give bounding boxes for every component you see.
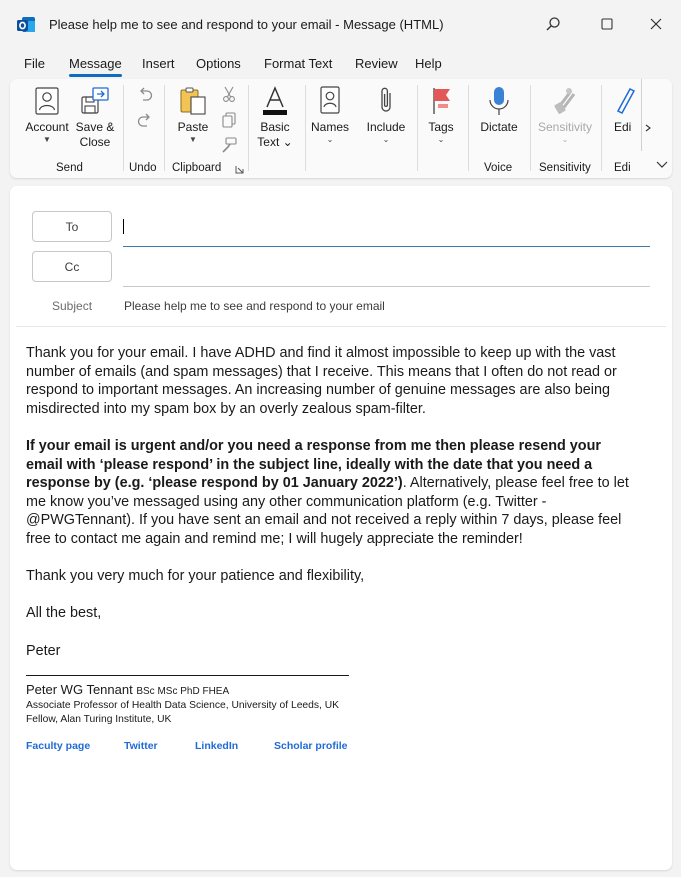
tab-insert[interactable]: Insert [142, 56, 175, 71]
group-label-send: Send [56, 162, 83, 174]
paste-label: Paste [177, 120, 209, 134]
group-divider [305, 85, 306, 171]
signature-name: Peter WG Tennant [26, 682, 133, 697]
chevron-down-icon: ▼ [43, 135, 51, 144]
group-label-editor: Edi [614, 162, 631, 174]
basic-text-label-1: Basic [260, 120, 290, 134]
include-label: Include [366, 120, 406, 134]
body-paragraph-2-bold: If your email is urgent and/or you need a response from me then please resend your email with ‘please respond’ in the subject line, ideally with the date that you need a response by (e.g. ‘please respond by 01 January 2022’) [26, 437, 601, 492]
header-divider [16, 326, 666, 327]
format-painter-icon [220, 136, 238, 154]
cc-field-underline [123, 286, 650, 287]
close-button[interactable] [644, 12, 668, 36]
account-button[interactable] [22, 85, 72, 145]
cc-field[interactable] [123, 251, 650, 285]
editor-label: Edi [614, 120, 632, 134]
save-close-icon [79, 85, 111, 117]
copy-button[interactable] [218, 111, 240, 132]
font-color-icon [259, 85, 291, 117]
microphone-icon [484, 85, 514, 117]
format-painter-button[interactable] [218, 136, 240, 157]
body-paragraph-1: Thank you for your email. I have ADHD and find it almost impossible to keep up with the vast number of emails (and spam messages) that I receive. This means that I often do not read or respond to important messages. An increasing number of genuine messages are also being misdirected into my spam box by an overly zealous spam-filter. [26, 345, 617, 417]
to-field-underline [123, 246, 650, 247]
to-field[interactable] [123, 211, 650, 245]
redo-button[interactable] [134, 111, 156, 132]
body-paragraph-2-rest: . Alternatively, please feel free to let me know you’ve messaged using any other communication platform (e.g. Twitter - @PWGTennant). If you have sent an email and not received a reply within 7 days, please feel free to contact me again and remind me; I will hugely appreciate the reminder! [26, 475, 629, 547]
dialog-launcher-icon[interactable] [235, 165, 244, 174]
group-label-clipboard: Clipboard [172, 162, 222, 174]
tab-options[interactable]: Options [196, 56, 241, 71]
search-button[interactable] [541, 12, 565, 36]
message-body[interactable] [26, 344, 638, 679]
group-divider [248, 85, 249, 171]
editor-icon [612, 85, 640, 117]
tab-help[interactable]: Help [415, 56, 442, 71]
cc-button[interactable]: Cc [32, 251, 112, 282]
link-faculty-page[interactable]: Faculty page [26, 740, 91, 752]
title-bar [0, 0, 681, 50]
signature-divider [26, 675, 349, 676]
subject-field[interactable]: Please help me to see and respond to your email [124, 299, 385, 313]
dictate-label: Dictate [480, 120, 518, 134]
editor-button[interactable] [610, 85, 640, 135]
ribbon [10, 79, 672, 178]
group-label-sensitivity: Sensitivity [539, 162, 591, 174]
body-paragraph-5: Peter [26, 642, 61, 659]
group-label-voice: Voice [484, 162, 513, 174]
sensitivity-button[interactable] [534, 85, 596, 145]
link-scholar-profile[interactable]: Scholar profile [274, 740, 348, 752]
undo-button[interactable] [134, 85, 156, 106]
copy-icon [221, 111, 237, 129]
compose-pane [10, 186, 672, 870]
account-icon [32, 85, 62, 117]
maximize-button[interactable] [595, 12, 619, 36]
group-divider [468, 85, 469, 171]
redo-icon [136, 111, 154, 129]
paste-button[interactable] [174, 85, 212, 145]
undo-icon [136, 85, 154, 103]
chevron-down-icon: ⌄ [561, 135, 569, 144]
outlook-app-icon [16, 15, 36, 35]
chevron-down-icon: ⌄ [382, 135, 390, 144]
group-divider [601, 85, 602, 171]
account-label: Account [25, 120, 69, 134]
chevron-down-icon [656, 160, 668, 170]
signature-name-line [26, 682, 229, 697]
link-twitter[interactable]: Twitter [124, 740, 158, 752]
ribbon-expand-button[interactable] [656, 157, 668, 175]
window-title: Please help me to see and respond to your email - Message (HTML) [49, 17, 444, 32]
search-icon [545, 16, 561, 32]
chevron-down-icon: ▼ [189, 135, 197, 144]
sensitivity-icon [550, 85, 580, 117]
body-paragraph-3: Thank you very much for your patience and flexibility, [26, 568, 365, 585]
group-divider [417, 85, 418, 171]
chevron-down-icon: ⌄ [326, 135, 334, 144]
basic-text-label-2: Text ⌄ [257, 135, 293, 149]
tags-button[interactable] [423, 85, 459, 145]
sensitivity-label: Sensitivity [537, 120, 593, 134]
tags-label: Tags [428, 120, 454, 134]
tab-message[interactable]: Message [69, 56, 122, 71]
save-close-button[interactable] [74, 85, 116, 150]
ribbon-scroll-button[interactable] [641, 79, 653, 151]
scissors-icon [221, 85, 237, 103]
signature-qualifications: BSc MSc PhD FHEA [136, 686, 230, 697]
cut-button[interactable] [218, 85, 240, 106]
to-button[interactable]: To [32, 211, 112, 242]
body-paragraph-4: All the best, [26, 605, 102, 622]
flag-icon [426, 85, 456, 117]
group-divider [530, 85, 531, 171]
tab-file[interactable]: File [24, 56, 45, 71]
body-paragraph-2 [26, 437, 638, 549]
names-label: Names [310, 120, 349, 134]
link-linkedin[interactable]: LinkedIn [195, 740, 239, 752]
close-icon [650, 18, 662, 30]
address-book-icon [315, 85, 345, 117]
paperclip-icon [371, 85, 401, 117]
tab-format-text[interactable]: Format Text [264, 56, 333, 71]
chevron-down-icon: ⌄ [437, 135, 445, 144]
save-close-label-2: Close [79, 135, 111, 149]
chevron-right-icon [643, 123, 653, 133]
dictate-button[interactable] [474, 85, 524, 135]
save-close-label-1: Save & [75, 120, 115, 134]
names-button[interactable] [308, 85, 352, 145]
group-label-undo: Undo [129, 162, 157, 174]
tab-review[interactable]: Review [355, 56, 398, 71]
group-divider [164, 85, 165, 171]
paste-icon [177, 85, 209, 117]
signature-role-1: Associate Professor of Health Data Science, University of Leeds, UK [26, 700, 340, 711]
maximize-icon [601, 18, 613, 30]
signature-role-2: Fellow, Alan Turing Institute, UK [26, 714, 172, 725]
basic-text-button[interactable] [255, 85, 295, 150]
ribbon-tabs [0, 52, 681, 78]
include-button[interactable] [362, 85, 410, 145]
subject-label: Subject [52, 299, 93, 313]
group-divider [123, 85, 124, 171]
